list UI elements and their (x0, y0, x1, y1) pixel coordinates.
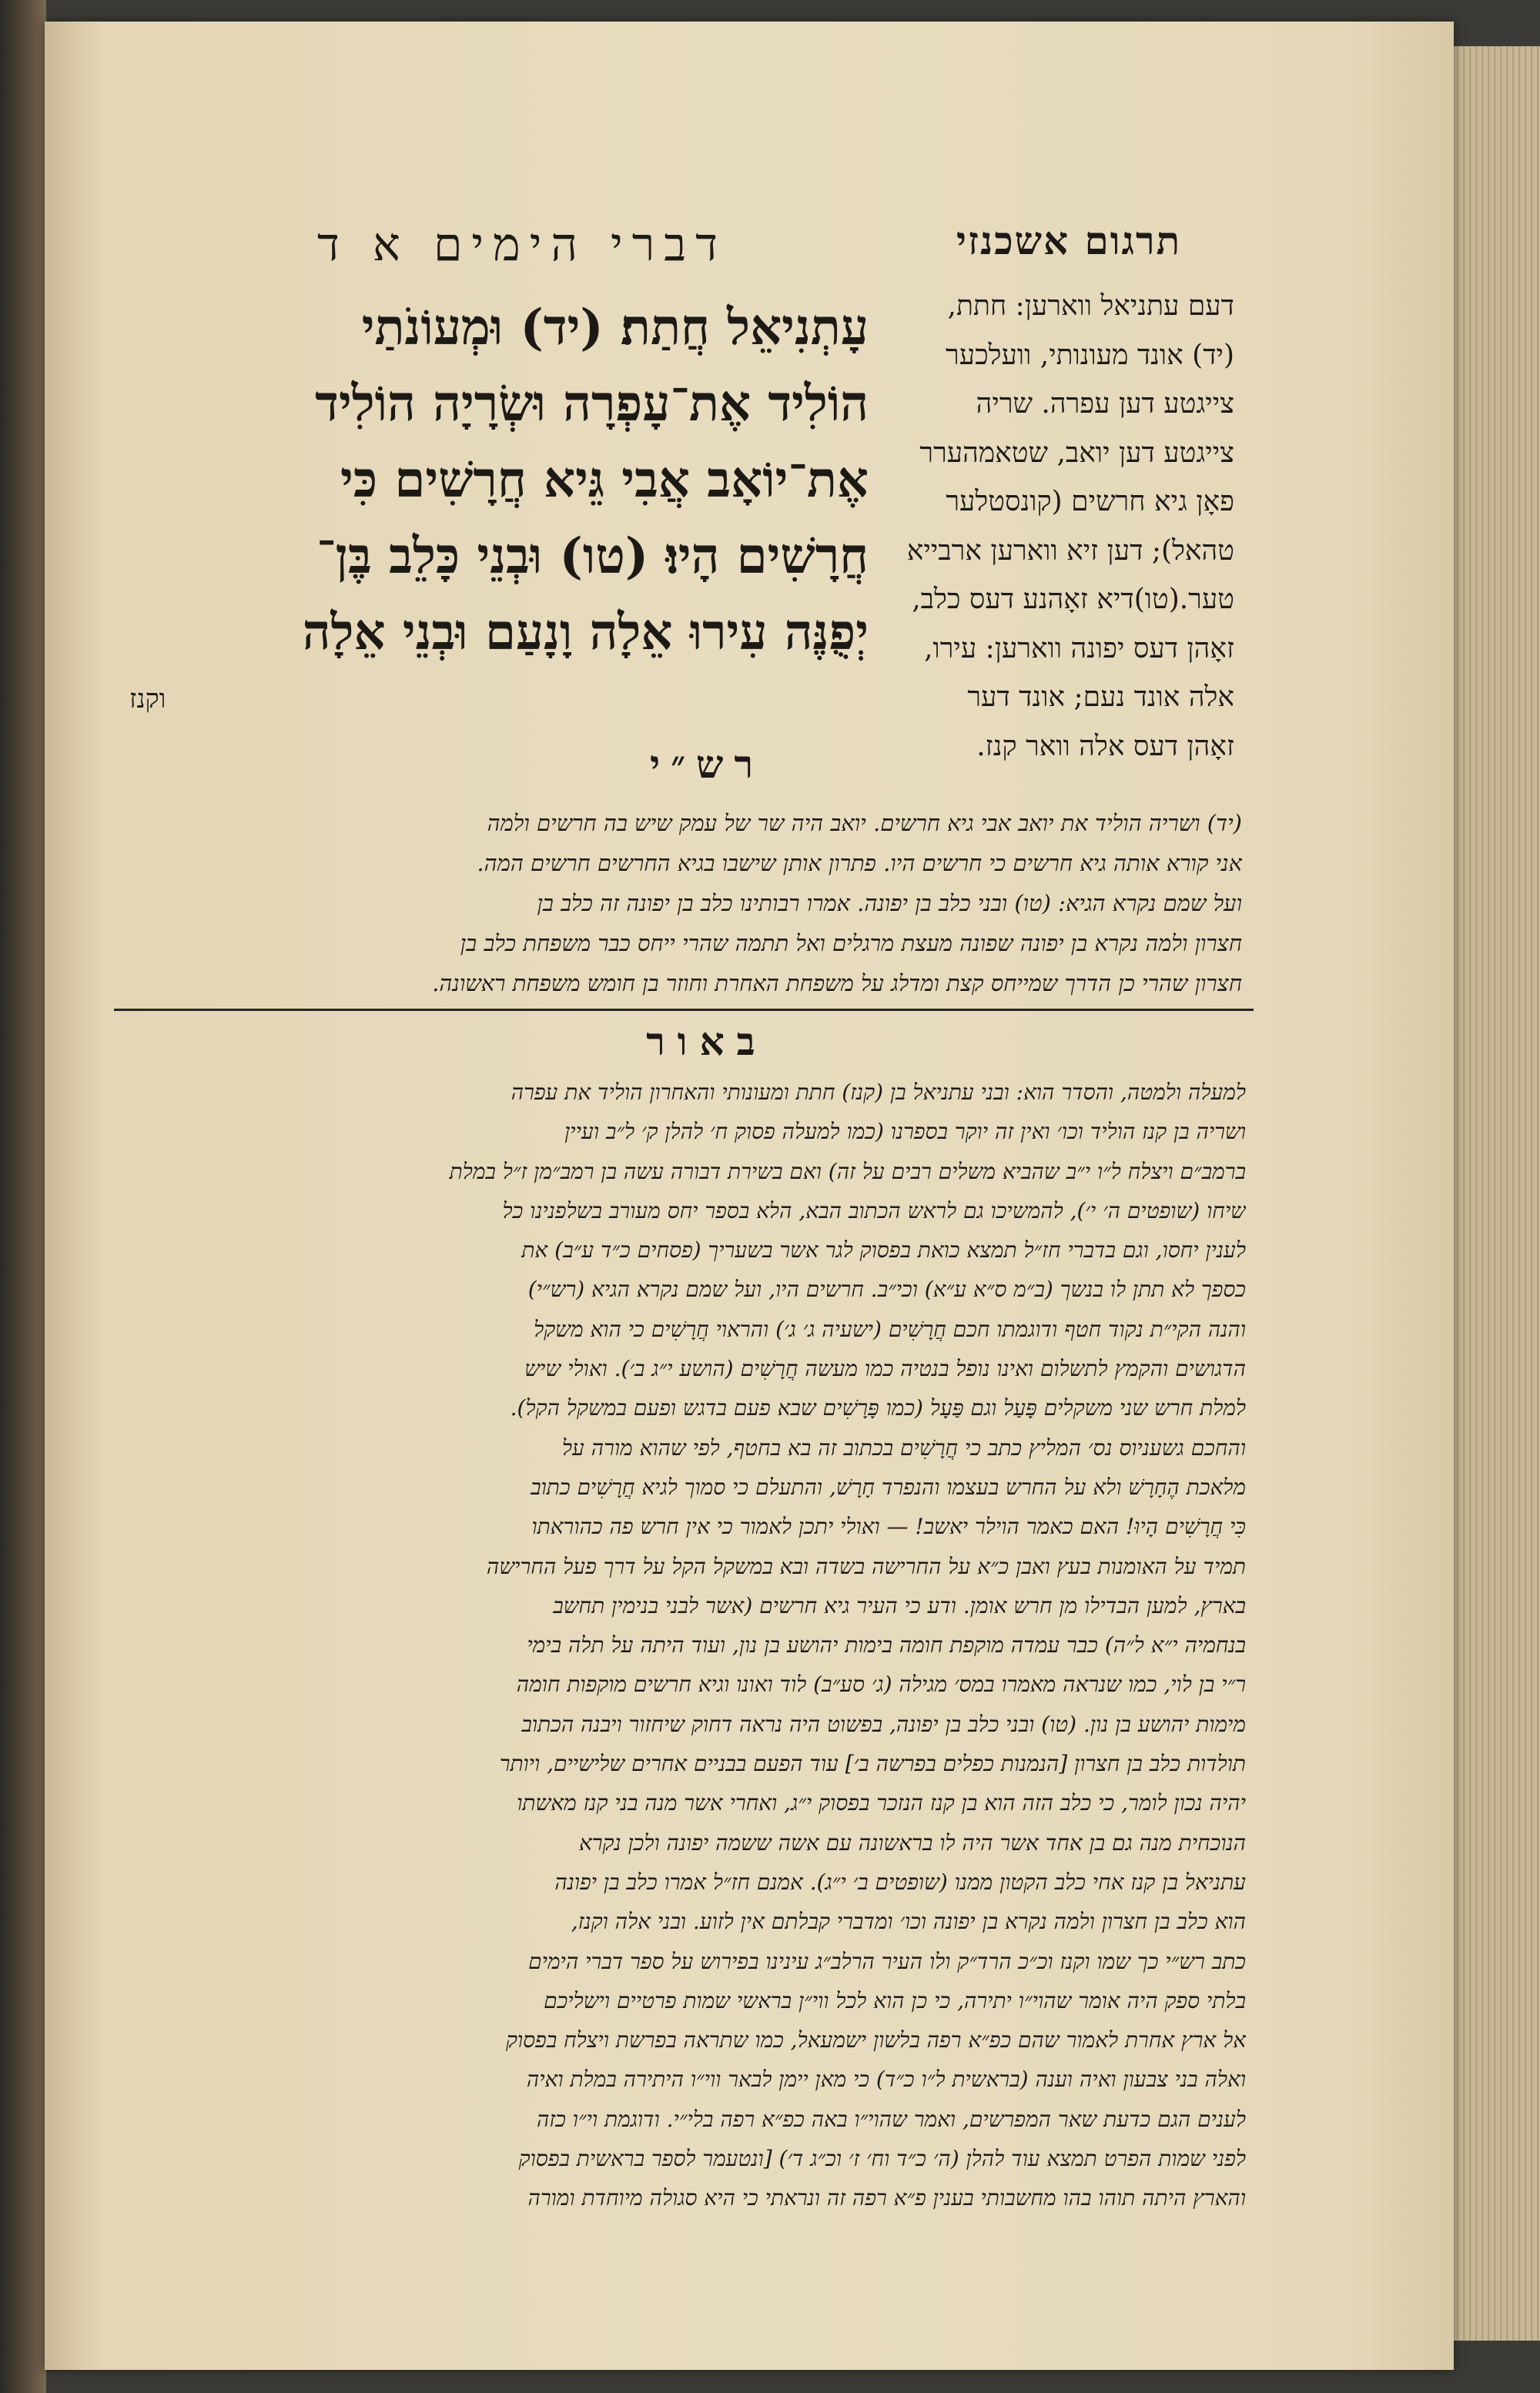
rashi-line: ועל שמם נקרא הגיא: (טו) ובני כלב בן יפונה. אמרו רבותינו כלב בן יפונה זה כלב בן (537, 890, 1242, 916)
biur-line: הנוכחית מנה גם בן אחד אשר היה לו בראשונה עם אשה ששמה יפונה ולכן נקרא (578, 1829, 1246, 1856)
scanned-page (45, 22, 1454, 2370)
translation-column (880, 282, 1234, 771)
biur-commentary (122, 1073, 1246, 2257)
biur-line: למעלה ולמטה, והסדר הוא: ובני עתניאל בן (קנז) חתת ומעונותי והאחרון הוליד את עפרה (511, 1079, 1246, 1105)
book-binding-edge (0, 0, 46, 2393)
biur-line: בארץ, למען הבדילו מן חרש אומן. ודע כי העיר גיא חרשים (אשר לבני בנימין תחשב (553, 1592, 1246, 1618)
rashi-line: אני קורא אותה גיא חרשים כי חרשים היו. פתרון אותן שישבו בגיא החרשים חרשים המה. (477, 850, 1242, 876)
translation-line: זאָהן דעס יפונה ווארען: עירו, (924, 632, 1234, 664)
rashi-line: (יד) ושריה הוליד את יואב אבי גיא חרשים. יואב היה שר של עמק שיש בה חרשים ולמה (487, 810, 1242, 836)
rashi-heading: רש״י (649, 741, 765, 787)
biur-line: ושריה בן קנז הוליד וכו׳ ואין זה יוקר בספרנו (כמו למעלה פסוק ח׳ להלן ק׳ ל״ב ועיין (564, 1119, 1246, 1145)
book-title-header: דברי הימים א ד (316, 218, 728, 272)
biur-line: ואלה בני צבעון ואיה וענה (בראשית ל״ו כ״ד) כי מאן יימן לבאר ווי״ו היתירה במלת ואיה (526, 2067, 1246, 2093)
biur-line: כספך לא תתן לו בנשך (ב״מ ס״א ע״א) וכי״ב. חרשים היו, ועל שמם נקרא הגיא (רש״י) (527, 1277, 1246, 1303)
biur-line: לפני שמות הפרט תמצא עוד להלן (ה׳ כ״ד וח׳ ז׳ וכ״ג ד׳) [ונטעמר לספר בראשית בפסוק (518, 2146, 1246, 2172)
biur-line (122, 2218, 1246, 2257)
translation-title-header: תרגום אשכנזי (956, 218, 1182, 263)
rashi-line: חצרון שהרי כן הדרך שמייחס קצת ומדלג על משפחת האחרת וחוזר בן חומש משפחת ראשונה. (432, 970, 1242, 996)
biur-line: והחכם גשעניוס נס׳ המליץ כתב כי חֲרָשִׁים בכתוב זה בא בחטף, לפי שהוא מורה על (561, 1434, 1246, 1461)
verse-text-column (126, 290, 869, 671)
biur-line: כתב רש״י כך שמו וקנז וכ״כ הרד״ק ולו העיר הרלב״ג עינינו בפירוש על ספר דברי הימים (528, 1948, 1246, 1974)
biur-line: תמיד על האומנות בעץ ואבן כ״א על החרישה בשדה ובא במשקל הקל על דרך פעל החרישה (486, 1553, 1246, 1579)
translation-line: אלה אונד נעם; אונד דער (967, 681, 1234, 713)
section-divider (114, 1009, 1254, 1011)
translation-line: צייגטע דען יואב, שטאמהערר (919, 437, 1234, 469)
verse-line: יְפֻנֶּה עִירוּ אֵלָה וָנָעַם וּבְנֵי אֵלָה (302, 604, 869, 661)
translation-line: טהאל); דען זיא ווארען ארבייא (906, 534, 1234, 567)
verse-line: חֲרָשִׁים הָיוּ׃ (טו) וּבְנֵי כָּלֵב בֶּן־ (316, 527, 869, 585)
biur-line: בנחמיה י״א ל״ה) כבר עמדה מוקפת חומה בימות יהושע בן נון, ועוד היתה על תלה בימי (527, 1632, 1246, 1658)
catchword: וקנז (129, 684, 166, 715)
biur-heading: באור (646, 1019, 768, 1064)
biur-line: עתניאל בן קנז אחי כלב הקטון ממנו (שופטים ב׳ י״ג). אמנם חז״ל אמרו כלב בן יפונה (554, 1869, 1246, 1895)
translation-line: זאָהן דעס אלה וואר קנז. (976, 730, 1234, 762)
translation-line: (יד) אונד מעונותי, וועלכער (946, 339, 1234, 371)
rashi-commentary (126, 803, 1242, 1003)
biur-line: והנה הקי״ת נקוד חטף ודוגמתו חכם חֲרָשִׁים (ישעיה ג׳ ג׳) והראוי חֲרָשִׁים כי הוא משקל (534, 1316, 1246, 1342)
biur-line: יהיה נכון לומר, כי כלב הזה הוא בן קנז הנזכר בפסוק י״ג, ואחרי אשר מנה בני קנז מאשתו (517, 1790, 1246, 1816)
translation-line: צייגטע דען עפרה. שריה (976, 388, 1234, 420)
biur-line: שיחו (שופטים ה׳ י׳), להמשיכו גם לראש הכתוב הבא, הלא בספר יחס מעורב בשלפנינו כל (502, 1197, 1246, 1223)
biur-line: ברמב״ם ויצלח ל״ו י״ב שהביא משלים רבים על זה) ואם בשירת דבורה עשה בן רמב״מן ז״ל במלת (449, 1158, 1246, 1184)
biur-line: אל ארץ אחרת לאמור שהם כפ״א רפה בלשון ישמעאל, כמו שתראה בפרשת ויצלח בפסוק (505, 2027, 1246, 2053)
biur-line: תולדות כלב בן חצרון [הנמנות כפלים בפרשה ב׳] עוד הפעם בבניים אחרים שלישיים, ויותר (499, 1751, 1246, 1777)
biur-line: לענים הגם כדעת שאר המפרשים, ואמר שהוי״ו באה כפ״א רפה בלי״י. ודוגמת וי״ו כזה (537, 2106, 1246, 2132)
biur-line: בלתי ספק היה אומר שהוי״ו יתירה, כי כן הוא לכל ווי״ן בראשי שמות פרטיים וישליכם (544, 1987, 1246, 2013)
biur-line: למלת חרש שני משקלים פָּעַל וגם פַּעָל (כמו פָּרָשִׁים שבא פעם בדגש ופעם במשקל הקל). (510, 1395, 1246, 1421)
biur-line: מימות יהושע בן נון. (טו) ובני כלב בן יפונה, בפשוט היה נראה דחוק שיחזור ויבנה הכתוב (521, 1711, 1246, 1737)
verse-line: הוֹלִיד אֶת־עָפְרָה וּשְׂרָיָה הוֹלִיד (315, 375, 869, 433)
biur-line: ר״י בן לוי, כמו שנראה מאמרו במס׳ מגילה (ג׳ סע״ב) לוד ואונו וגיא חרשים מוקפות חומה (516, 1672, 1246, 1698)
verse-line: עָתְנִיאֵל חֲתַת׃ (יד) וּמְעוֹנֹתַי (361, 299, 869, 356)
verse-line: אֶת־יוֹאָב אֲבִי גֵּיא חֲרָשִׁים כִּי (340, 451, 869, 509)
page-stack-edge (1446, 46, 1540, 2341)
biur-line: והארץ היתה תוהו בהו מחשבותי בענין פ״א רפה זה ונראתי כי היא סגולה מיוחדת ומורה (527, 2185, 1246, 2211)
translation-line: פאָן גיא חרשים (קונסטלער (946, 486, 1234, 517)
rashi-line: חצרון ולמה נקרא בן יפונה שפונה מעצת מרגלים ואל תתמה שהרי ייחס כבר משפחת כלב בן (460, 930, 1242, 956)
translation-line: דעם עתניאל ווארען: חתת, (947, 290, 1234, 322)
biur-line: הדגושים והקמץ לתשלום ואינו נופל בנטיה כמו מעשה חֲרָשִׁים (הושע י״ג ב׳). ואולי שיש (524, 1356, 1246, 1382)
biur-line: מלאכת הֶחָרָשׁ ולא על החרש בעצמו והנפרד חָרָשׁ, והתעלם כי סמוך לגיא חֲרָשִׁים כתוב (531, 1474, 1246, 1500)
translation-line: טער.(טו)דיא זאָהנע דעס כלב, (912, 584, 1234, 615)
biur-line: לענין יחסו, וגם בדברי חז״ל תמצא כואת בפסוק לגר אשר בשעריך (פסחים כ״ד ע״ב) את (521, 1237, 1246, 1263)
biur-line: הוא כלב בן חצרון ולמה נקרא בן יפונה וכו׳ ומדברי קבלתם אין לזוע. ובני אלה וקנז, (571, 1909, 1246, 1935)
biur-line: כִּי חֲרָשִׁים הָיוּ! האם כאמר הוילר יאשב! — ואולי יתכן לאמור כי אין חרש פה כהוראתו (531, 1514, 1246, 1540)
